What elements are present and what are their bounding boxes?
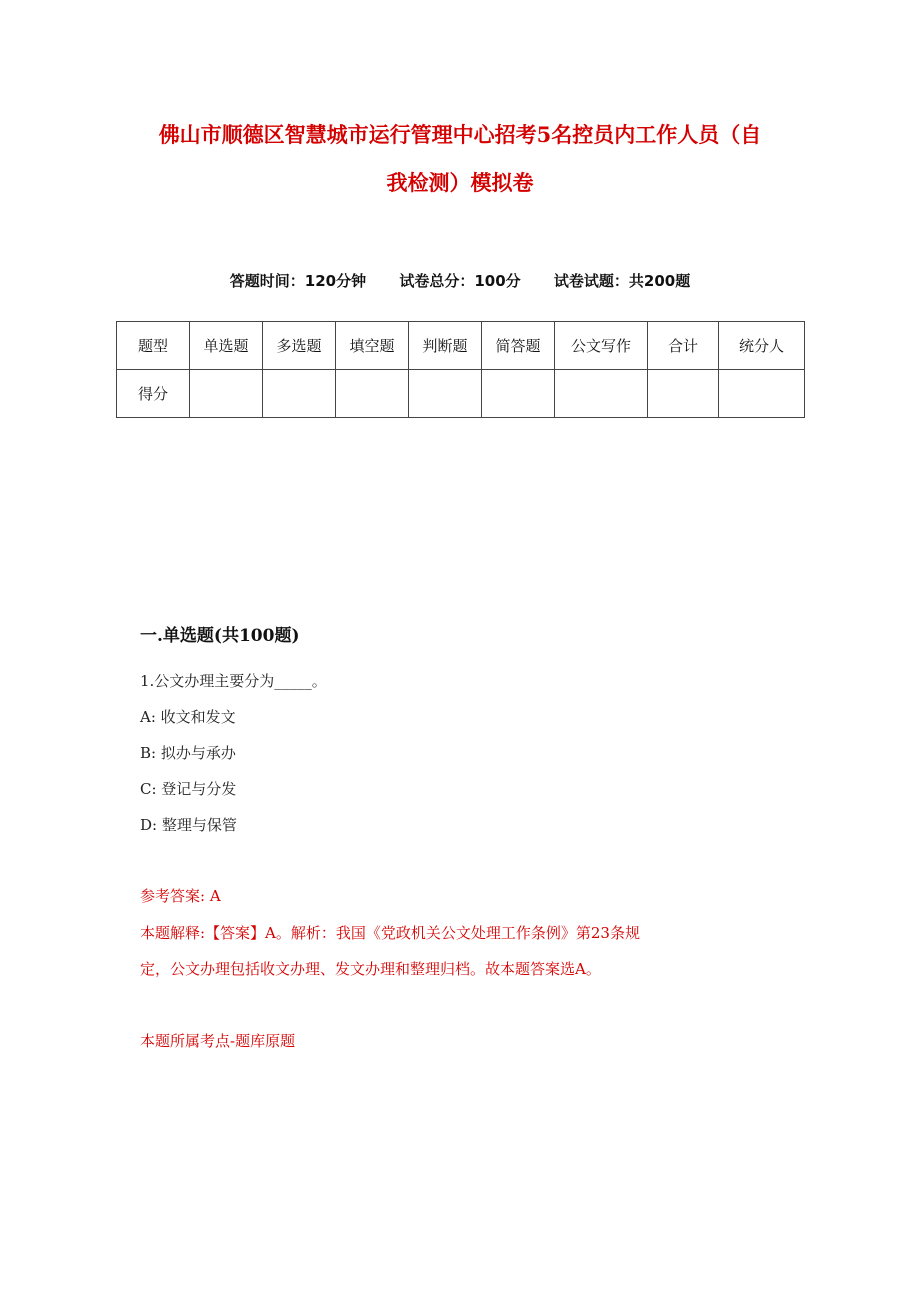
header-cell-short-answer: 简答题	[482, 322, 555, 370]
score-cell	[555, 370, 648, 418]
score-cell	[409, 370, 482, 418]
reference-answer: 参考答案: A	[140, 887, 221, 905]
score-cell	[190, 370, 263, 418]
option-c: C: 登记与分发	[140, 780, 237, 798]
document-title-line-2: 我检测）模拟卷	[386, 170, 534, 195]
score-table-score-row	[117, 370, 805, 418]
option-a: A: 收文和发文	[140, 708, 236, 726]
question-source: 本题所属考点-题库原题	[140, 1032, 296, 1050]
header-cell-single-choice: 单选题	[190, 322, 263, 370]
header-cell-type: 题型	[117, 322, 190, 370]
document-title-line-1: 佛山市顺德区智慧城市运行管理中心招考5名控员内工作人员（自	[158, 122, 762, 147]
exam-question-count: 试卷试题：共200题	[553, 272, 691, 290]
score-table-header-row	[117, 322, 805, 370]
header-cell-true-false: 判断题	[409, 322, 482, 370]
exam-time: 答题时间：120分钟	[229, 272, 367, 290]
score-table	[116, 321, 805, 418]
header-cell-grader: 统分人	[719, 322, 805, 370]
section-heading: 一.单选题(共100题)	[140, 626, 300, 646]
header-cell-multiple-choice: 多选题	[263, 322, 336, 370]
header-cell-fill-blank: 填空题	[336, 322, 409, 370]
score-cell	[648, 370, 719, 418]
score-cell	[263, 370, 336, 418]
question-stem: 1.公文办理主要分为_____。	[140, 672, 327, 690]
explanation-line-2: 定，公文办理包括收文办理、发文办理和整理归档。故本题答案选A。	[140, 960, 601, 978]
explanation-line-1: 本题解释:【答案】A。解析：我国《党政机关公文处理工作条例》第23条规	[140, 924, 640, 942]
option-b: B: 拟办与承办	[140, 744, 236, 762]
exam-info	[0, 268, 920, 294]
header-cell-total: 合计	[648, 322, 719, 370]
header-cell-document-writing: 公文写作	[555, 322, 648, 370]
score-cell	[719, 370, 805, 418]
score-cell	[336, 370, 409, 418]
score-cell	[482, 370, 555, 418]
exam-total-score: 试卷总分：100分	[399, 272, 521, 290]
score-row-label: 得分	[117, 370, 190, 418]
option-d: D: 整理与保管	[140, 816, 237, 834]
